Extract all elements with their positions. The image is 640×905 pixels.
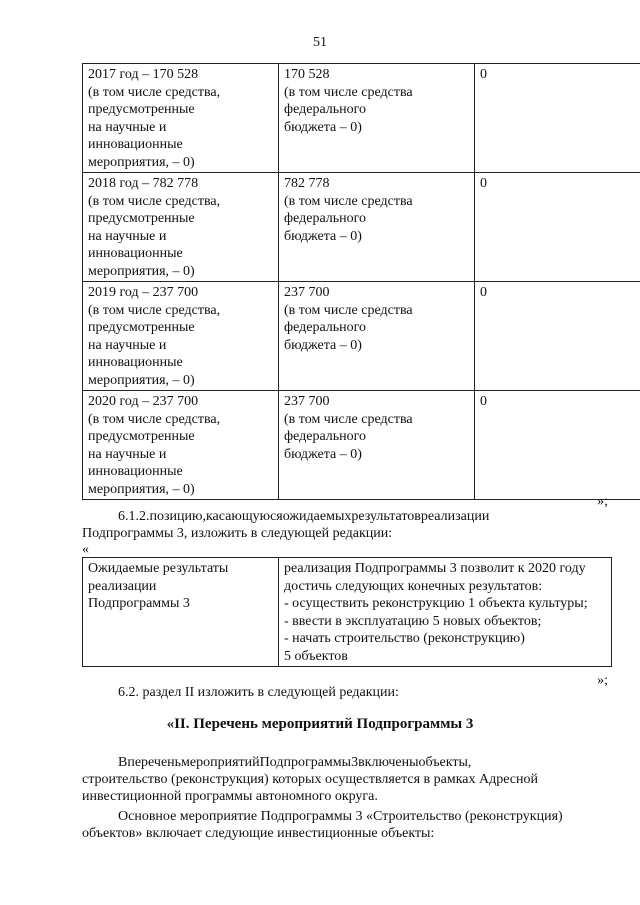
table-cell-col1 <box>83 173 279 282</box>
closing-quote: »; <box>597 494 608 509</box>
cell-line: федерального <box>284 211 367 226</box>
cell-line: 0 <box>480 67 487 82</box>
cell-line: мероприятия, – 0) <box>88 154 195 170</box>
cell-line: предусмотренные <box>88 320 195 335</box>
word: мероприятий <box>181 755 260 770</box>
cell-line: 5 объектов <box>284 648 348 664</box>
cell-line: федерального <box>284 320 367 335</box>
table-row <box>83 391 640 500</box>
paragraph-list <box>82 754 612 805</box>
cell-line: на научные и <box>88 119 167 135</box>
table-cell-col1 <box>83 282 279 391</box>
word: ожидаемых <box>282 509 352 524</box>
cell-line: - осуществить реконструкцию 1 объекта культуры; <box>284 596 588 611</box>
opening-quote: « <box>82 542 89 557</box>
table-cell-col2 <box>279 173 475 282</box>
expected-results-table <box>82 557 612 667</box>
cell-line: достичь следующих конечных результатов: <box>284 578 543 594</box>
cell-line: (в том числе средства <box>284 84 413 100</box>
cell-line: 0 <box>480 394 487 409</box>
word: В <box>118 755 128 770</box>
word: реализации <box>420 509 490 524</box>
paragraph-line: строительство (реконструкция) которых осуществляется в рамках Адресной <box>82 772 538 787</box>
table-cell-col2 <box>279 391 475 500</box>
word: позицию, <box>149 509 206 524</box>
table-row <box>83 558 612 667</box>
cell-line: - начать строительство (реконструкцию) <box>284 631 525 646</box>
cell-line: на научные и <box>88 446 167 462</box>
cell-line: на научные и <box>88 337 167 353</box>
results-label-cell <box>83 558 279 667</box>
cell-line: федерального <box>284 102 367 117</box>
word: касающуюся <box>205 509 283 524</box>
results-value-cell <box>279 558 612 667</box>
cell-line: 237 700 <box>284 285 330 300</box>
cell-line: 170 528 <box>284 67 330 82</box>
word: 3 <box>351 755 359 770</box>
paragraph-line: Подпрограммы 3, изложить в следующей редакции: <box>82 526 393 541</box>
cell-line: бюджета – 0) <box>284 228 362 244</box>
cell-line: 2020 год – 237 700 <box>88 394 199 409</box>
section-heading: «II. Перечень мероприятий Подпрограммы 3 <box>166 716 474 732</box>
cell-line: 2019 год – 237 700 <box>88 285 199 300</box>
table-row <box>83 173 640 282</box>
cell-line: Подпрограммы 3 <box>88 596 190 611</box>
table-cell-col2 <box>279 282 475 391</box>
cell-line: (в том числе средства <box>284 411 413 427</box>
table-cell-col3 <box>475 282 640 391</box>
paragraph-line <box>82 508 612 525</box>
word: включены <box>358 755 419 770</box>
cell-line: 782 778 <box>284 176 330 191</box>
table-cell-col1 <box>83 64 279 173</box>
word: объекты, <box>418 755 472 770</box>
cell-line: реализация Подпрограммы 3 позволит к 2020 году <box>284 561 586 576</box>
word: 6.1.2. <box>118 509 150 524</box>
cell-line: Ожидаемые результаты <box>88 561 229 576</box>
cell-line: (в том числе средства, <box>88 302 221 318</box>
page-number: 51 <box>313 35 327 50</box>
cell-line: мероприятия, – 0) <box>88 481 195 497</box>
word: Подпрограммы <box>259 755 352 770</box>
table-cell-col3 <box>475 64 640 173</box>
word: перечень <box>127 755 182 770</box>
paragraph-6-2: 6.2. раздел II изложить в следующей редакции: <box>118 685 399 700</box>
cell-line: мероприятия, – 0) <box>88 372 195 388</box>
table-row <box>83 282 640 391</box>
cell-line: мероприятия, – 0) <box>88 263 195 279</box>
cell-line: инновационные <box>88 464 183 479</box>
table-cell-col3 <box>475 173 640 282</box>
table-cell-col3 <box>475 391 640 500</box>
paragraph-line <box>82 754 612 771</box>
cell-line: инновационные <box>88 355 183 370</box>
paragraph-main <box>82 808 612 842</box>
cell-line: бюджета – 0) <box>284 337 362 353</box>
cell-line: предусмотренные <box>88 429 195 444</box>
cell-line: федерального <box>284 429 367 444</box>
cell-line: инновационные <box>88 137 183 152</box>
paragraph-6-1-2 <box>82 508 612 542</box>
table-cell-col1 <box>83 391 279 500</box>
paragraph-line: объектов» включает следующие инвестиционные объекты: <box>82 826 435 841</box>
cell-line: (в том числе средства, <box>88 411 221 427</box>
paragraph-line: Основное мероприятие Подпрограммы 3 «Строительство (реконструкция) <box>118 809 563 824</box>
closing-quote: »; <box>597 673 608 688</box>
cell-line: (в том числе средства <box>284 193 413 209</box>
funding-table <box>82 63 640 500</box>
cell-line: 2018 год – 782 778 <box>88 176 199 191</box>
cell-line: 2017 год – 170 528 <box>88 67 199 82</box>
cell-line: реализации <box>88 578 157 594</box>
cell-line: (в том числе средства, <box>88 84 221 100</box>
cell-line: инновационные <box>88 246 183 261</box>
cell-line: (в том числе средства <box>284 302 413 318</box>
paragraph-line: инвестиционной программы автономного округа. <box>82 789 378 804</box>
table-row <box>83 64 640 173</box>
cell-line: 237 700 <box>284 394 330 409</box>
cell-line: бюджета – 0) <box>284 446 362 462</box>
cell-line: - ввести в эксплуатацию 5 новых объектов; <box>284 613 542 629</box>
cell-line: 0 <box>480 285 487 300</box>
word: результатов <box>351 509 421 524</box>
cell-line: предусмотренные <box>88 211 195 226</box>
table-cell-col2 <box>279 64 475 173</box>
cell-line: (в том числе средства, <box>88 193 221 209</box>
cell-line: бюджета – 0) <box>284 119 362 135</box>
cell-line: на научные и <box>88 228 167 244</box>
cell-line: предусмотренные <box>88 102 195 117</box>
cell-line: 0 <box>480 176 487 191</box>
